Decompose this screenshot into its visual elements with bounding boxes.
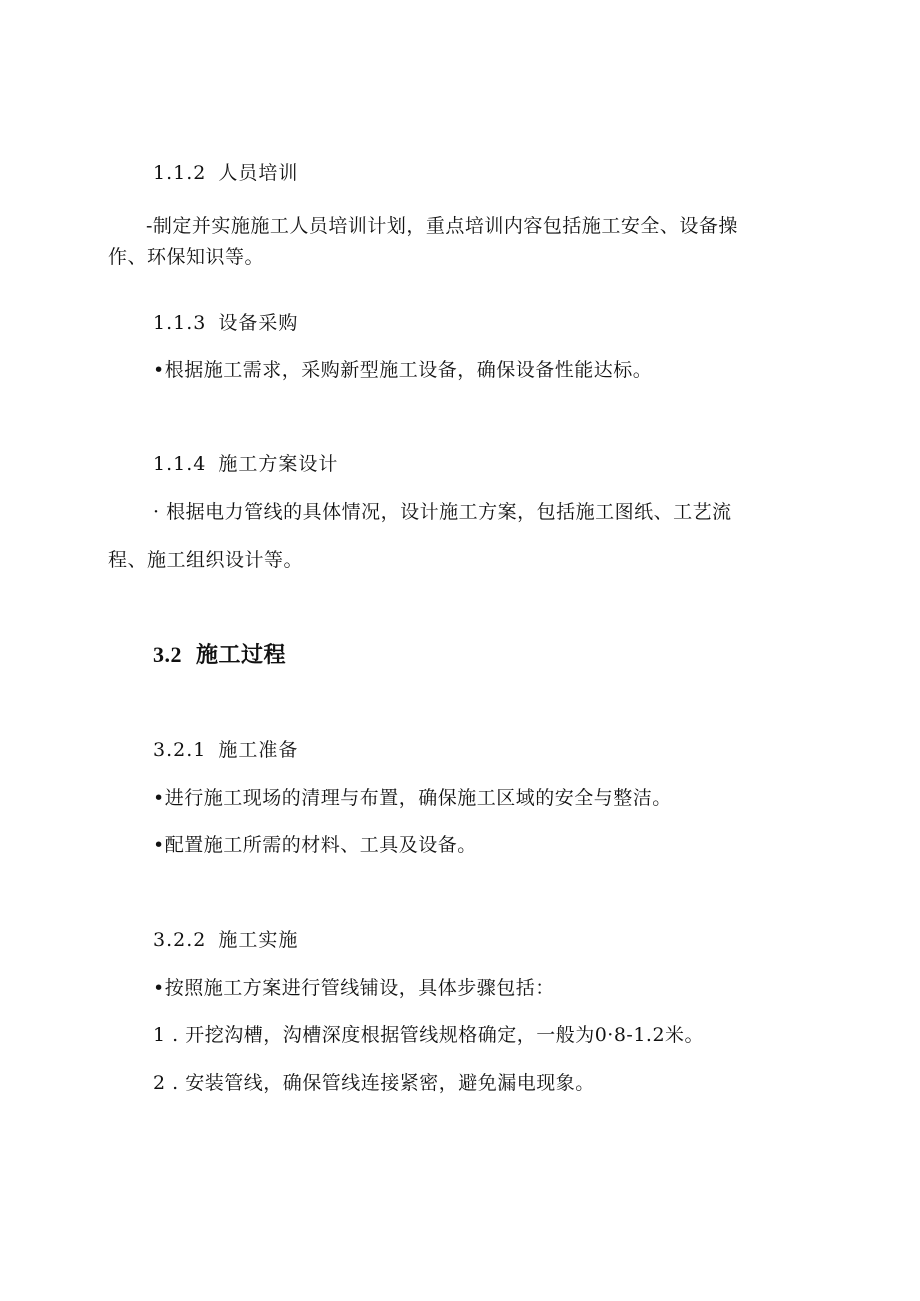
section-heading-3-2-2 bbox=[153, 928, 298, 952]
heading-number: 3.2.1 bbox=[153, 739, 207, 761]
heading-title: 施工方案设计 bbox=[218, 453, 339, 475]
chapter-number: 3.2 bbox=[153, 642, 182, 667]
section-heading-1-1-2 bbox=[153, 161, 298, 185]
section-heading-3-2-1 bbox=[153, 738, 298, 762]
heading-number: 1.1.4 bbox=[153, 453, 207, 475]
heading-title: 人员培训 bbox=[218, 162, 299, 184]
heading-number: 1.1.3 bbox=[153, 312, 207, 334]
paragraph-line: -制定并实施施工人员培训计划，重点培训内容包括施工安全、设备操 bbox=[146, 215, 738, 237]
chapter-heading bbox=[153, 643, 286, 668]
paragraph-line: •根据施工需求，采购新型施工设备，确保设备性能达标。 bbox=[153, 359, 653, 381]
numbered-item: 2 . 安装管线，确保管线连接紧密，避免漏电现象。 bbox=[153, 1072, 595, 1094]
heading-title: 施工准备 bbox=[218, 739, 299, 761]
paragraph-line: •按照施工方案进行管线铺设，具体步骤包括： bbox=[153, 977, 555, 999]
section-heading-1-1-4 bbox=[153, 452, 338, 476]
heading-title: 设备采购 bbox=[218, 312, 299, 334]
chapter-title: 施工过程 bbox=[196, 643, 287, 668]
paragraph-line: 程、施工组织设计等。 bbox=[108, 549, 304, 571]
heading-title: 施工实施 bbox=[218, 929, 299, 951]
paragraph-line: •进行施工现场的清理与布置，确保施工区域的安全与整洁。 bbox=[153, 787, 672, 809]
paragraph-line: 作、环保知识等。 bbox=[108, 246, 265, 268]
heading-number: 1.1.2 bbox=[153, 162, 207, 184]
paragraph-line: •配置施工所需的材料、工具及设备。 bbox=[153, 834, 477, 856]
numbered-item: 1 . 开挖沟槽，沟槽深度根据管线规格确定，一般为0·8-1.2米。 bbox=[153, 1024, 705, 1046]
paragraph-line: · 根据电力管线的具体情况，设计施工方案，包括施工图纸、工艺流 bbox=[153, 501, 732, 523]
heading-number: 3.2.2 bbox=[153, 929, 207, 951]
section-heading-1-1-3 bbox=[153, 311, 298, 335]
